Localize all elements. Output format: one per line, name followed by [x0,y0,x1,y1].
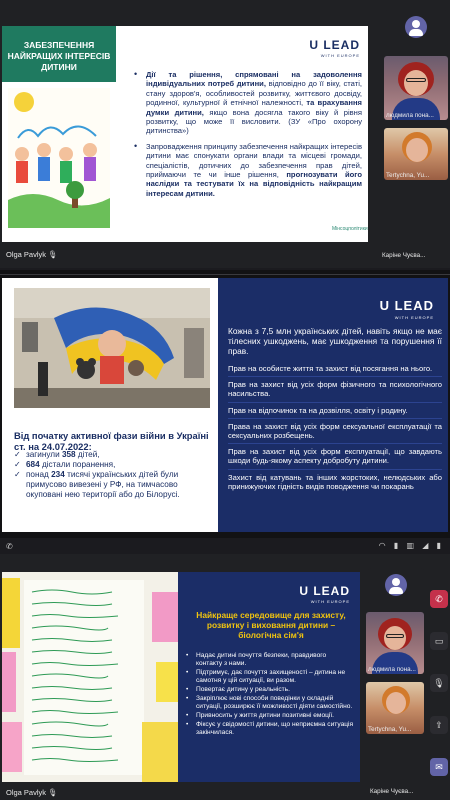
slide-bullets [134,70,362,204]
glasses-shape [386,634,404,638]
ulead-logo-sub: WITH EUROPE [394,315,434,320]
bullet-2-text: Запровадження принципу забезпечення найкращих інтересів дитини має спонукати органи влади та місцеві громади, спеціалістів, дотичних до забезпечення прав дітей, приймаючи те чи інше рішення, [146,141,362,180]
presenter-name-text: Olga Pavlyk [6,788,47,797]
rights-item: Прав на особисте життя та захист від посягання на нього. [228,364,442,377]
ulead-logo-sub: WITH EUROPE [320,53,360,58]
presenter-name-text: Olga Pavlyk [6,250,47,259]
stat-number: 684 [26,460,40,469]
war-stat-item [14,470,214,500]
participant-tile-video-2[interactable] [384,128,448,180]
mic-button[interactable]: 🎙︎ [430,674,448,692]
ulead-logo: U LEAD [309,38,360,52]
participant-tile-avatar[interactable] [368,568,424,604]
mic-off-icon: 🎙︎ [48,250,58,259]
participant-name-bottom: Каріне Чуєва... [370,788,414,795]
rights-list [228,364,442,497]
shared-slide-3 [2,572,360,782]
avatar-icon [405,16,427,38]
slide-footer-logo: Мінсоцполітики [332,226,368,232]
stat-number: 358 [61,450,76,459]
chat-button[interactable]: ✉ [430,758,448,776]
rights-item: Прав на захист від усіх форм експлуатації, що завдають шкоди будь-якому аспекту добробуту дитини. [228,447,442,469]
participant-tile-video-2[interactable] [366,682,424,734]
participant-name: людмила пона... [386,112,434,119]
participant-tile-avatar[interactable] [384,10,448,46]
whiteboard-notes-image [2,572,178,782]
avatar-icon [385,574,407,596]
war-stat-item [14,460,214,470]
bullet-2-bold: прогнозувати його наслідки та тестувати їх на відповідність найкращим інтересам дитини. [146,170,362,198]
status-icons: ◠ ▮ ▥ ◢ ▮ [378,541,444,550]
slide-left-panel [2,26,116,242]
rights-item: Права на захист від усіх форм сексуальної експлуатації та сексуальних розбещень. [228,422,442,444]
rights-item: Захист від катувань та інших жорстоких, нелюдських або принижуючих гідність видів поводження чи покарань [228,472,442,491]
bullet-1 [134,70,362,136]
stat-pre: понад [26,470,52,479]
ulead-logo: U LEAD [379,298,434,313]
participant-tile-video[interactable] [366,612,424,674]
screenshot-2 [0,270,450,538]
slide-right-panel [178,572,360,782]
glasses-shape [406,78,426,82]
screenshot-3 [0,540,450,800]
call-controls [428,570,450,800]
phone-icon: ✆ [6,542,13,551]
ulead-logo-sub: WITH EUROPE [310,599,350,604]
rights-intro: Кожна з 7,5 млн українських дітей, навіть якщо не має тілесних ушкоджень, має ушкодження та порушення її прав. [228,326,442,357]
participant-face [384,626,406,650]
participant-tile-video[interactable] [384,56,448,120]
participant-name-bottom: Каріне Чуєва... [382,252,426,259]
participants-panel [380,0,450,268]
stat-number: 234 [51,470,65,479]
stat-post: дітей, [75,450,100,459]
bullet-2 [134,142,362,198]
screenshot-1 [0,0,450,268]
bullet-1-text: відповідно до її віку, статі, стану здоров'я, особливостей розвитку, життєвого досвіду, родинної, культурної й етнічної належності, [146,79,362,108]
divider [0,274,450,275]
rights-item: Прав на відпочинок та на дозвілля, освіту і родину. [228,406,442,419]
ulead-logo: U LEAD [299,584,350,598]
shared-slide-1 [2,26,368,242]
benefit-item: • Фіксує у свідомості дитини, що неприємна ситуація закінчилася. [186,721,354,737]
children-drawing-image [8,88,110,228]
benefit-item: • Привносить у життя дитини позитивні емоції. [186,712,354,720]
presenter-name [6,788,58,797]
shared-slide-2 [2,278,448,532]
presenter-name [6,250,58,259]
slide-title: ЗАБЕЗПЕЧЕННЯ НАЙКРАЩИХ ІНТЕРЕСІВ ДИТИНИ [2,26,116,82]
mic-off-icon: 🎙︎ [48,788,58,797]
participant-name: людмила пона... [368,666,416,673]
participant-name: Tertychna, Yu... [368,726,412,733]
slide-right-panel [218,278,448,532]
war-stat-item [14,450,214,460]
mural-photo-image [14,288,210,408]
participants-panel [364,554,424,794]
participant-face [386,692,406,714]
bullet-1-text-2: якщо вона досягла такого віку й рівня розвитку, що може її висловити. (ЗУ «Про охорону дитинства») [146,107,362,136]
slide-left-panel [2,278,218,532]
benefit-item: • Повертає дитину у реальність. [186,686,354,694]
stat-post: дістали поранення, [39,460,116,469]
war-stats-title: Від початку активної фази війни в Україні ст. на 24.07.2022: [14,430,209,452]
hang-up-button[interactable]: ✆ [430,590,448,608]
participant-face [406,138,428,162]
benefit-item: • Підтримує, дає почуття захищеності – дитина не самотня у цій ситуації, ви разом. [186,669,354,685]
camera-button[interactable]: ▭ [430,632,448,650]
participant-face [404,70,428,96]
bullet-1-bold: Дії та рішення, спрямовані на задоволення індивідуальних потреб дитини, [146,70,362,89]
benefits-list [186,652,354,738]
bullet-1-bold-2: та врахування думки дитини, [146,98,362,117]
benefit-item: • Надає дитині почуття безпеки, правдивого контакту з нами. [186,652,354,668]
benefit-item: • Закріплює нові способи поведінки у складній ситуації, розширює її можливості діяти самостійно. [186,695,354,711]
status-bar [0,540,450,554]
rights-item: Прав на захист від усіх форм фізичного та психологічного насильства. [228,380,442,402]
stat-pre: загинули [26,450,62,459]
stat-post: тисячі українських дітей були примусово вивезені у РФ, на тимчасово окуповані нею території або до Білорусі. [26,470,180,499]
share-button[interactable]: ⇪ [430,716,448,734]
participant-name: Tertychna, Yu... [386,172,430,179]
slide-title: Найкраще середовище для захисту, розвитку і виховання дитини – біологічна сім'я [196,610,346,640]
war-stats-list [14,450,214,500]
